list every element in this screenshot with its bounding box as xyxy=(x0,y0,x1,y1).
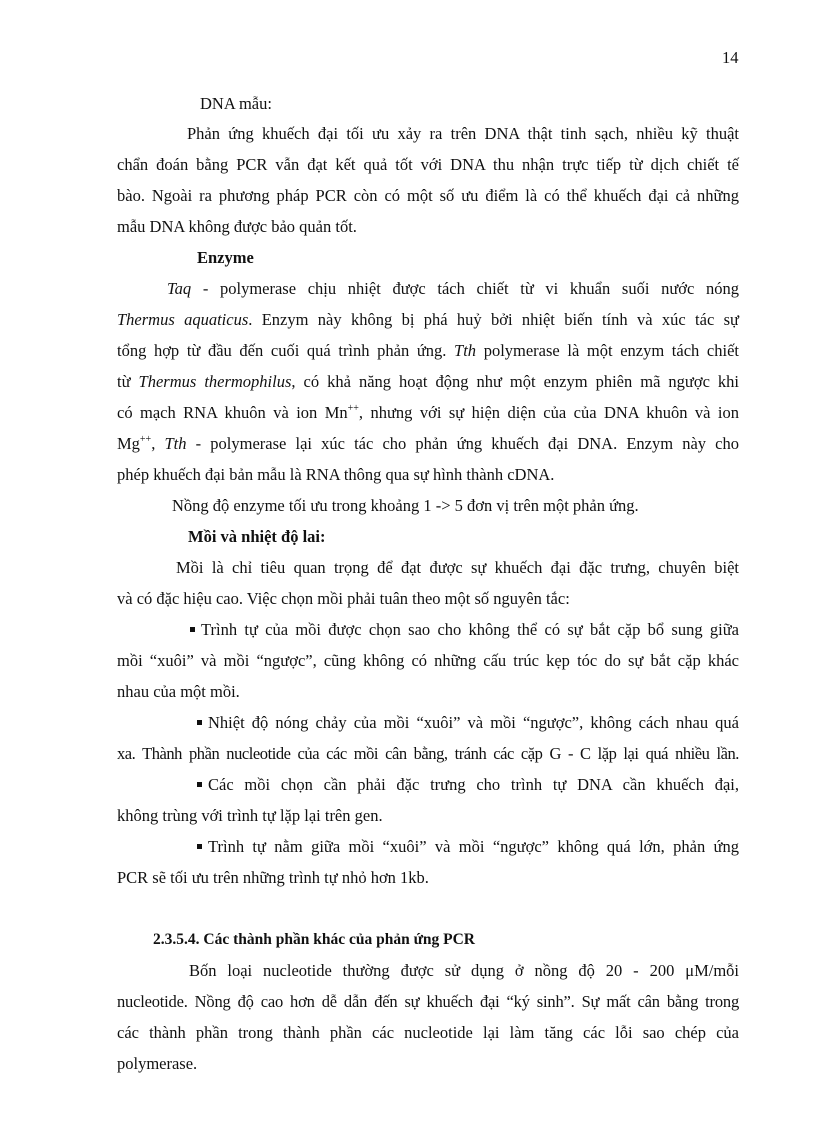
tth-term: Tth xyxy=(164,434,187,453)
enzyme-line: Taq - polymerase chịu nhiệt được tách chiết từ vi khuẩn suối nước nóng xyxy=(167,279,739,298)
dna-heading: DNA mẫu: xyxy=(200,94,272,113)
enzyme-heading: Enzyme xyxy=(197,248,254,267)
primer-bullet: Các mồi chọn cần phải đặc trưng cho trình tự DNA cần khuếch đại, xyxy=(197,775,739,795)
bullet-icon xyxy=(197,844,202,849)
enzyme-line: Thermus aquaticus. Enzym này không bị phá huỷ bởi nhiệt biến tính và xúc tác sự xyxy=(117,310,739,329)
page-number: 14 xyxy=(722,48,739,67)
bullet-icon xyxy=(197,720,202,725)
enzyme-line: có mạch RNA khuôn và ion Mn++, nhưng với sự hiện diện của của DNA khuôn và ion xyxy=(117,403,739,422)
tth-term: Tth xyxy=(454,341,477,360)
enzyme-concentration: Nồng độ enzyme tối ưu trong khoảng 1 -> 5 đơn vị trên một phản ứng. xyxy=(172,496,639,515)
primer-bullet-line: mồi “xuôi” và mồi “ngược”, cũng không có những cấu trúc kẹp tóc do sự bắt cặp khác xyxy=(117,651,739,670)
primer-bullet: Trình tự nằm giữa mồi “xuôi” và mồi “ngược” không quá lớn, phản ứng xyxy=(197,837,739,857)
section-title: 2.3.5.4. Các thành phần khác của phản ứng PCR xyxy=(153,931,475,948)
species-term: Thermus aquaticus xyxy=(117,310,249,329)
enzyme-line: tổng hợp từ đầu đến cuối quá trình phản ứng. Tth polymerase là một enzym tách chiết xyxy=(117,341,739,360)
primer-bullet-line: PCR sẽ tối ưu trên những trình tự nhỏ hơn 1kb. xyxy=(117,868,429,887)
section-para-line: polymerase. xyxy=(117,1054,198,1073)
dna-para-line: bào. Ngoài ra phương pháp PCR còn có một số ưu điểm là có thể khuếch đại cả những xyxy=(117,186,739,205)
primer-bullet-line: không trùng với trình tự lặp lại trên gen. xyxy=(117,806,383,825)
section-para-line: các thành phần trong thành phần các nucleotide lại làm tăng các lỗi sao chép của xyxy=(117,1023,739,1042)
primer-intro-line: và có đặc hiệu cao. Việc chọn mồi phải tuân theo một số nguyên tắc: xyxy=(117,589,570,608)
species-term: Thermus thermophilus xyxy=(138,372,292,391)
primer-heading: Mồi và nhiệt độ lai: xyxy=(188,527,326,546)
primer-intro-line: Mồi là chỉ tiêu quan trọng để đạt được sự khuếch đại đặc trưng, chuyên biệt xyxy=(176,558,739,577)
section-para-line: Bốn loại nucleotide thường được sử dụng ở nồng độ 20 - 200 μM/mỗi xyxy=(189,961,739,980)
dna-para-line: chẩn đoán bằng PCR vẫn đạt kết quả tốt với DNA thu nhận trực tiếp từ dịch chiết tế xyxy=(117,155,739,174)
dna-para-line: mẫu DNA không được bảo quản tốt. xyxy=(117,217,357,236)
bullet-icon xyxy=(190,627,195,632)
primer-bullet: Nhiệt độ nóng chảy của mồi “xuôi” và mồi “ngược”, không cách nhau quá xyxy=(197,713,739,733)
primer-bullet-line: xa. Thành phần nucleotide của các mồi cân bằng, tránh các cặp G - C lặp lại quá nhiều lần. xyxy=(117,744,739,763)
primer-bullet-line: nhau của một mồi. xyxy=(117,682,240,701)
enzyme-line: từ Thermus thermophilus, có khả năng hoạt động như một enzym phiên mã ngược khi xyxy=(117,372,740,391)
superscript: ++ xyxy=(347,403,359,414)
primer-bullet: Trình tự của mồi được chọn sao cho không thể có sự bắt cặp bổ sung giữa xyxy=(190,620,739,640)
section-para-line: nucleotide. Nồng độ cao hơn dễ dẫn đến sự khuếch đại “ký sinh”. Sự mất cân bằng trong xyxy=(117,992,739,1011)
enzyme-line: Mg++, Tth - polymerase lại xúc tác cho phản ứng khuếch đại DNA. Enzym này cho xyxy=(117,434,740,453)
taq-term: Taq xyxy=(167,279,192,298)
superscript: ++ xyxy=(139,434,152,445)
bullet-icon xyxy=(197,782,202,787)
enzyme-line: phép khuếch đại bản mẫu là RNA thông qua sự hình thành cDNA. xyxy=(117,465,555,484)
dna-para-line: Phản ứng khuếch đại tối ưu xảy ra trên DNA thật tinh sạch, nhiều kỹ thuật xyxy=(187,124,739,143)
